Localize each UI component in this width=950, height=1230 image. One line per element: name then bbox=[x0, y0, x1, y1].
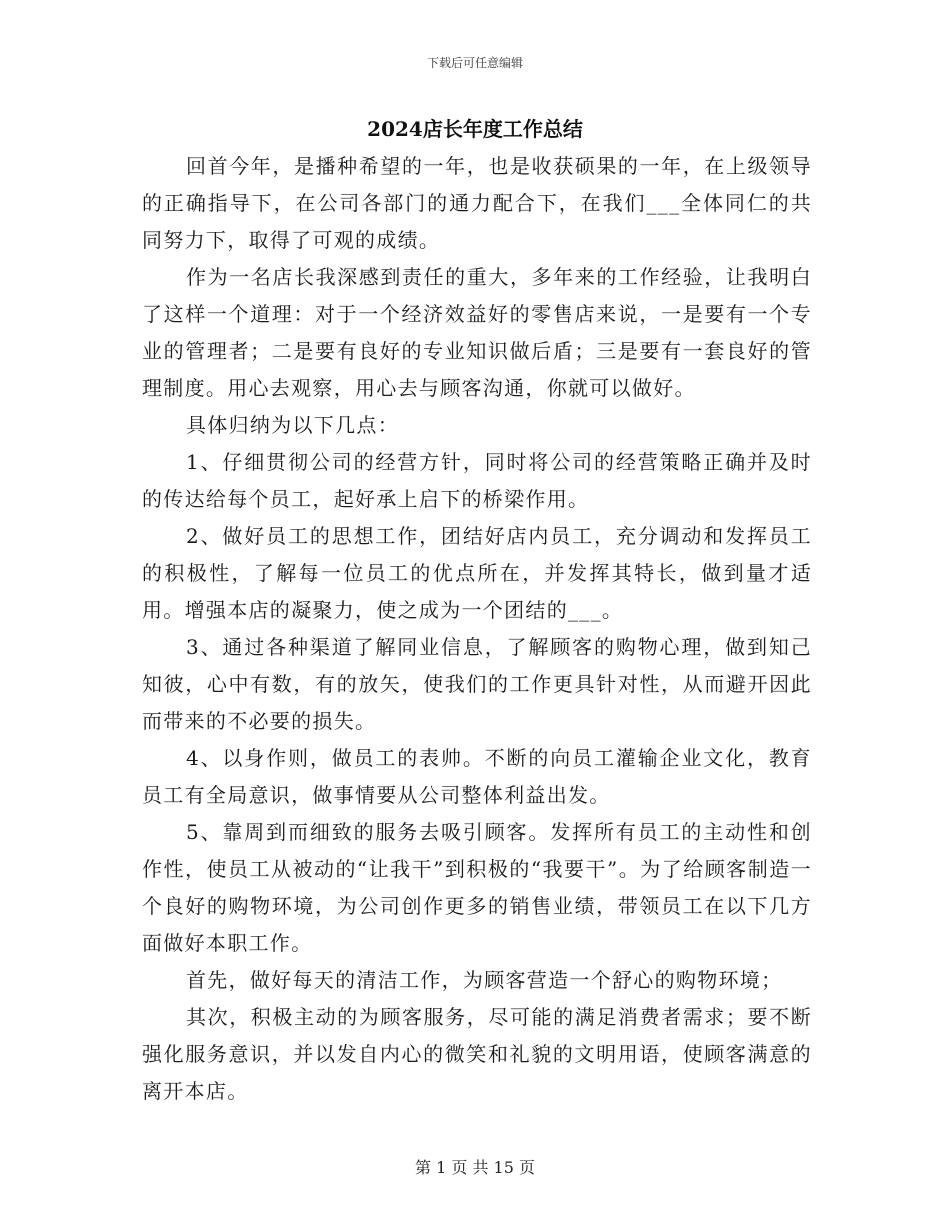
document-title: 2024店长年度工作总结 bbox=[367, 117, 583, 141]
paragraph-intro: 回首今年，是播种希望的一年，也是收获硕果的一年，在上级领导的正确指导下，在公司各部门的通力配合下，在我们___全体同仁的共同努力下，取得了可观的成绩。 bbox=[142, 154, 812, 252]
paragraph-point-1: 1、仔细贯彻公司的经营方针，同时将公司的经营策略正确并及时的传达给每个员工，起好承上启下的桥梁作用。 bbox=[142, 450, 812, 511]
paragraph-point-3: 3、通过各种渠道了解同业信息，了解顾客的购物心理，做到知己知彼，心中有数，有的放矢，使我们的工作更具针对性，从而避开因此而带来的不必要的损失。 bbox=[142, 635, 812, 733]
paragraph-first: 首先，做好每天的清洁工作，为顾客营造一个舒心的购物环境； bbox=[186, 968, 783, 992]
document-body bbox=[142, 148, 812, 1110]
paragraph-store-manager-role: 作为一名店长我深感到责任的重大，多年来的工作经验，让我明白了这样一个道理：对于一个经济效益好的零售店来说，一是要有一个专业的管理者；二是要有良好的专业知识做后盾；三是要有一套良好的管理制度。用心去观察，用心去与顾客沟通，你就可以做好。 bbox=[142, 265, 812, 400]
paragraph-point-5: 5、靠周到而细致的服务去吸引顾客。发挥所有员工的主动性和创作性，使员工从被动的“让我干”到积极的“我要干”。为了给顾客制造一个良好的购物环境，为公司创作更多的销售业绩，带领员工在以下几方面做好本职工作。 bbox=[142, 820, 812, 955]
paragraph-point-2: 2、做好员工的思想工作，团结好店内员工，充分调动和发挥员工的积极性，了解每一位员工的优点所在，并发挥其特长，做到量才适用。增强本店的凝聚力，使之成为一个团结的___。 bbox=[142, 524, 812, 622]
paragraph-point-4: 4、以身作则，做员工的表帅。不断的向员工灌输企业文化，教育员工有全局意识，做事情要从公司整体利益出发。 bbox=[142, 746, 812, 807]
paragraph-second: 其次，积极主动的为顾客服务，尽可能的满足消费者需求；要不断强化服务意识，并以发自内心的微笑和礼貌的文明用语，使顾客满意的离开本店。 bbox=[142, 1005, 812, 1103]
header-note: 下载后可任意编辑 bbox=[426, 56, 523, 70]
page-number-footer: 第 1 页 共 15 页 bbox=[415, 1158, 535, 1177]
paragraph-summary-lead: 具体归纳为以下几点： bbox=[186, 413, 399, 437]
